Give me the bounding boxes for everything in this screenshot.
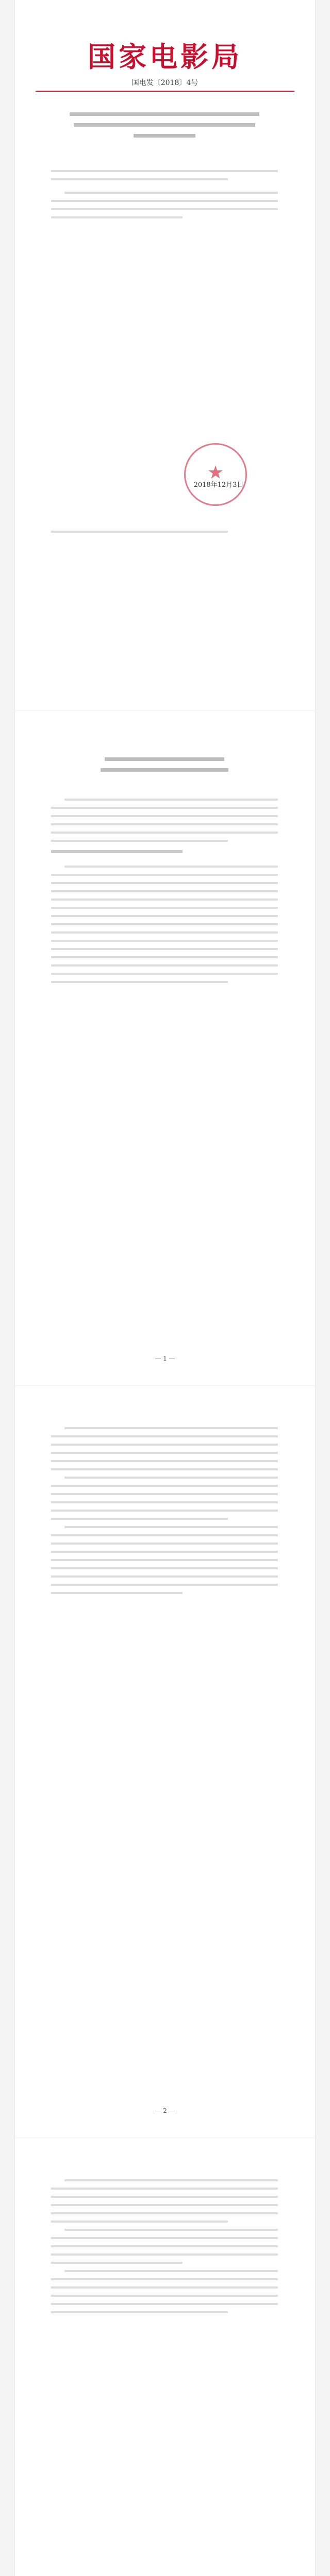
preamble bbox=[51, 799, 278, 848]
opinions-title bbox=[61, 757, 268, 779]
body-paragraphs bbox=[51, 1427, 278, 1600]
masthead-red-rule bbox=[36, 91, 294, 92]
document-page-3 bbox=[15, 1386, 315, 2138]
notice-body bbox=[51, 192, 278, 225]
section-one-heading bbox=[51, 850, 278, 859]
body-paragraphs bbox=[51, 2179, 278, 2319]
recipient-line bbox=[51, 170, 278, 187]
agency-masthead: 国家电影局 bbox=[88, 40, 242, 73]
page-number: — 2 — bbox=[155, 2107, 175, 2114]
document-page-4 bbox=[15, 2138, 315, 2576]
document-page-2 bbox=[15, 711, 315, 1386]
notice-annotation bbox=[51, 531, 278, 539]
document-page-1 bbox=[15, 0, 315, 711]
document-number: 国电发〔2018〕4号 bbox=[131, 79, 199, 87]
section-one-body bbox=[51, 866, 278, 989]
notice-title bbox=[61, 112, 268, 145]
page-number: — 1 — bbox=[155, 1355, 175, 1362]
official-seal bbox=[184, 443, 247, 506]
signature-date: 2018年12月3日 bbox=[193, 481, 244, 489]
